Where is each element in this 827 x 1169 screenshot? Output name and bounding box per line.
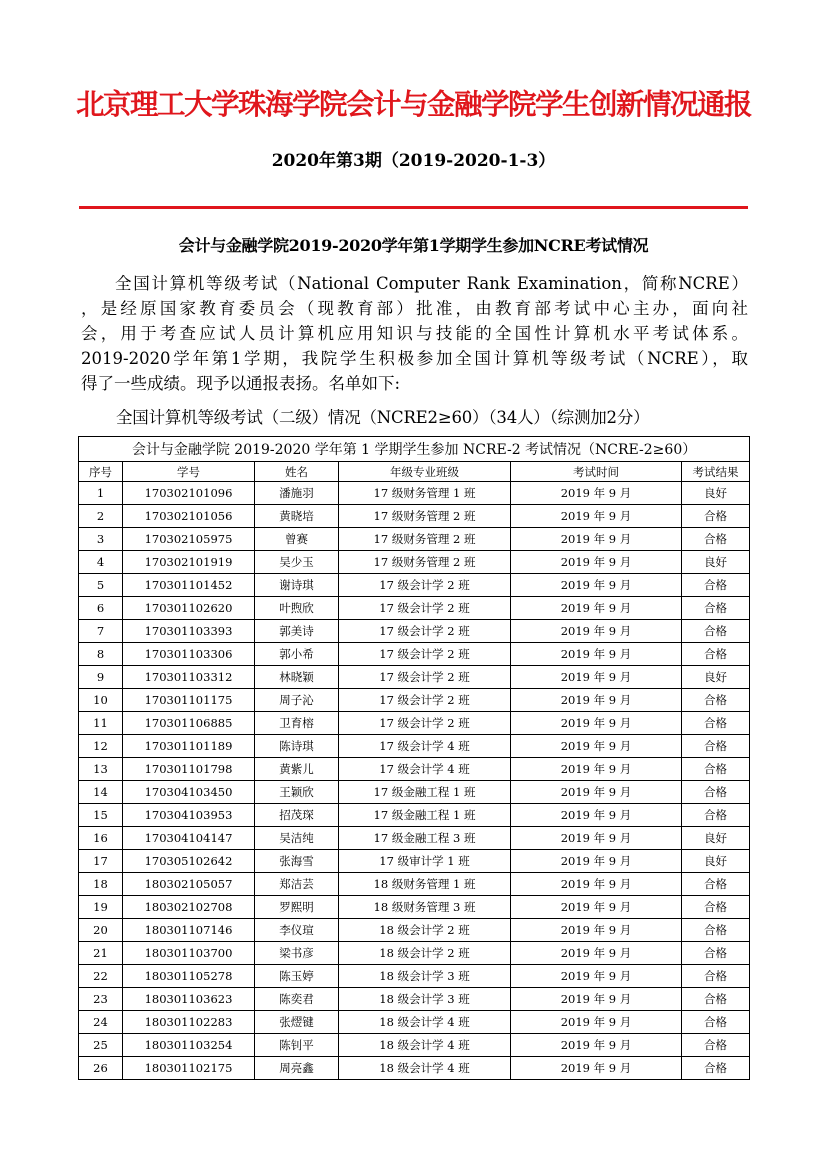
cell-name: 曾赛 (255, 528, 339, 551)
cell-result: 合格 (682, 873, 750, 896)
cell-result: 合格 (682, 758, 750, 781)
cell-class: 17 级会计学 4 班 (339, 758, 511, 781)
table-row (79, 689, 750, 712)
cell-result: 良好 (682, 551, 750, 574)
table-row (79, 735, 750, 758)
cell-student-id: 170301103312 (123, 666, 255, 689)
cell-name: 陈奕君 (255, 988, 339, 1011)
cell-result: 合格 (682, 643, 750, 666)
cell-exam-time: 2019 年 9 月 (511, 988, 682, 1011)
cell-class: 17 级财务管理 2 班 (339, 505, 511, 528)
cell-student-id: 180302105057 (123, 873, 255, 896)
header-student-id: 学号 (123, 462, 255, 482)
cell-class: 17 级会计学 4 班 (339, 735, 511, 758)
red-divider (79, 206, 748, 209)
cell-index: 17 (79, 850, 123, 873)
table-row (79, 528, 750, 551)
cell-exam-time: 2019 年 9 月 (511, 528, 682, 551)
cell-name: 谢诗琪 (255, 574, 339, 597)
cell-result: 合格 (682, 735, 750, 758)
cell-index: 2 (79, 505, 123, 528)
cell-name: 卫育榕 (255, 712, 339, 735)
header-class: 年级专业班级 (339, 462, 511, 482)
cell-exam-time: 2019 年 9 月 (511, 781, 682, 804)
cell-result: 合格 (682, 528, 750, 551)
cell-name: 陈钊平 (255, 1034, 339, 1057)
cell-index: 6 (79, 597, 123, 620)
cell-name: 叶煦欣 (255, 597, 339, 620)
cell-student-id: 180301103254 (123, 1034, 255, 1057)
cell-class: 18 级会计学 2 班 (339, 942, 511, 965)
ncre-results-table (78, 436, 750, 1080)
cell-student-id: 170301101189 (123, 735, 255, 758)
cell-name: 潘施羽 (255, 482, 339, 505)
cell-result: 合格 (682, 965, 750, 988)
cell-exam-time: 2019 年 9 月 (511, 827, 682, 850)
table-row (79, 1034, 750, 1057)
cell-student-id: 170301106885 (123, 712, 255, 735)
cell-index: 9 (79, 666, 123, 689)
table-row (79, 919, 750, 942)
cell-class: 18 级财务管理 1 班 (339, 873, 511, 896)
cell-exam-time: 2019 年 9 月 (511, 873, 682, 896)
table-row (79, 666, 750, 689)
cell-student-id: 170304104147 (123, 827, 255, 850)
cell-student-id: 170302101056 (123, 505, 255, 528)
cell-student-id: 170305102642 (123, 850, 255, 873)
cell-class: 17 级会计学 2 班 (339, 620, 511, 643)
cell-index: 19 (79, 896, 123, 919)
cell-result: 合格 (682, 942, 750, 965)
cell-name: 吴少玉 (255, 551, 339, 574)
cell-exam-time: 2019 年 9 月 (511, 942, 682, 965)
cell-index: 8 (79, 643, 123, 666)
cell-name: 周子沁 (255, 689, 339, 712)
table-row (79, 850, 750, 873)
paragraph-line: ，是经原国家教育委员会（现教育部）批准，由教育部考试中心主办，面向社 (81, 299, 748, 318)
table-row (79, 505, 750, 528)
cell-index: 26 (79, 1057, 123, 1080)
cell-result: 良好 (682, 827, 750, 850)
cell-exam-time: 2019 年 9 月 (511, 620, 682, 643)
cell-result: 合格 (682, 505, 750, 528)
cell-exam-time: 2019 年 9 月 (511, 758, 682, 781)
table-row (79, 597, 750, 620)
cell-result: 合格 (682, 781, 750, 804)
cell-name: 李仪瑄 (255, 919, 339, 942)
ncre2-subheading: 全国计算机等级考试（二级）情况（NCRE2≥60）（34人）（综测加2分） (116, 408, 650, 427)
cell-name: 梁书彦 (255, 942, 339, 965)
cell-student-id: 170301101175 (123, 689, 255, 712)
paragraph-line: 会，用于考查应试人员计算机应用知识与技能的全国性计算机水平考试体系。 (81, 324, 748, 343)
cell-class: 17 级金融工程 1 班 (339, 804, 511, 827)
cell-class: 17 级会计学 2 班 (339, 712, 511, 735)
cell-name: 招茂琛 (255, 804, 339, 827)
cell-class: 18 级会计学 3 班 (339, 988, 511, 1011)
table-row (79, 804, 750, 827)
cell-exam-time: 2019 年 9 月 (511, 597, 682, 620)
table-row (79, 988, 750, 1011)
cell-result: 良好 (682, 850, 750, 873)
cell-student-id: 170301101452 (123, 574, 255, 597)
table-row (79, 1057, 750, 1080)
cell-result: 良好 (682, 482, 750, 505)
cell-result: 合格 (682, 597, 750, 620)
cell-class: 18 级会计学 2 班 (339, 919, 511, 942)
cell-result: 良好 (682, 666, 750, 689)
paragraph-line: 全国计算机等级考试（National Computer Rank Examination，简称NCRE） (115, 274, 748, 293)
cell-index: 11 (79, 712, 123, 735)
cell-result: 合格 (682, 1057, 750, 1080)
cell-exam-time: 2019 年 9 月 (511, 1057, 682, 1080)
cell-exam-time: 2019 年 9 月 (511, 551, 682, 574)
cell-student-id: 180301102175 (123, 1057, 255, 1080)
cell-index: 14 (79, 781, 123, 804)
cell-name: 张海雪 (255, 850, 339, 873)
table-row (79, 827, 750, 850)
cell-index: 1 (79, 482, 123, 505)
cell-name: 郭小希 (255, 643, 339, 666)
cell-name: 黄晓培 (255, 505, 339, 528)
cell-index: 13 (79, 758, 123, 781)
cell-class: 17 级财务管理 1 班 (339, 482, 511, 505)
cell-index: 3 (79, 528, 123, 551)
table-row (79, 758, 750, 781)
cell-student-id: 180301107146 (123, 919, 255, 942)
cell-index: 25 (79, 1034, 123, 1057)
cell-class: 17 级会计学 2 班 (339, 643, 511, 666)
cell-exam-time: 2019 年 9 月 (511, 850, 682, 873)
cell-exam-time: 2019 年 9 月 (511, 1034, 682, 1057)
cell-index: 5 (79, 574, 123, 597)
table-row (79, 1011, 750, 1034)
paragraph-line: 2019-2020学年第1学期，我院学生积极参加全国计算机等级考试（NCRE），取 (81, 349, 748, 368)
cell-class: 18 级会计学 3 班 (339, 965, 511, 988)
cell-student-id: 170301103393 (123, 620, 255, 643)
table-row (79, 942, 750, 965)
table-caption: 会计与金融学院 2019-2020 学年第 1 学期学生参加 NCRE-2 考试情况（NCRE-2≥60） (79, 437, 750, 462)
table-row (79, 896, 750, 919)
cell-student-id: 170301102620 (123, 597, 255, 620)
cell-index: 22 (79, 965, 123, 988)
cell-class: 17 级金融工程 3 班 (339, 827, 511, 850)
cell-exam-time: 2019 年 9 月 (511, 482, 682, 505)
cell-class: 17 级财务管理 2 班 (339, 551, 511, 574)
cell-result: 合格 (682, 919, 750, 942)
cell-name: 陈诗琪 (255, 735, 339, 758)
cell-name: 陈玉婷 (255, 965, 339, 988)
cell-exam-time: 2019 年 9 月 (511, 804, 682, 827)
cell-result: 合格 (682, 804, 750, 827)
cell-exam-time: 2019 年 9 月 (511, 896, 682, 919)
cell-student-id: 170301103306 (123, 643, 255, 666)
cell-index: 7 (79, 620, 123, 643)
cell-class: 17 级审计学 1 班 (339, 850, 511, 873)
cell-name: 罗熙明 (255, 896, 339, 919)
cell-result: 合格 (682, 689, 750, 712)
cell-exam-time: 2019 年 9 月 (511, 689, 682, 712)
cell-result: 合格 (682, 896, 750, 919)
table-caption-row (79, 437, 750, 462)
cell-index: 24 (79, 1011, 123, 1034)
cell-index: 16 (79, 827, 123, 850)
cell-exam-time: 2019 年 9 月 (511, 712, 682, 735)
header-result: 考试结果 (682, 462, 750, 482)
table-row (79, 551, 750, 574)
cell-index: 15 (79, 804, 123, 827)
cell-result: 合格 (682, 620, 750, 643)
cell-student-id: 180301105278 (123, 965, 255, 988)
cell-index: 18 (79, 873, 123, 896)
cell-student-id: 170304103450 (123, 781, 255, 804)
section-title: 会计与金融学院2019-2020学年第1学期学生参加NCRE考试情况 (178, 236, 649, 255)
table-row (79, 574, 750, 597)
cell-result: 合格 (682, 712, 750, 735)
cell-exam-time: 2019 年 9 月 (511, 643, 682, 666)
header-name: 姓名 (255, 462, 339, 482)
cell-name: 周亮鑫 (255, 1057, 339, 1080)
table-row (79, 620, 750, 643)
cell-class: 17 级会计学 2 班 (339, 666, 511, 689)
cell-exam-time: 2019 年 9 月 (511, 505, 682, 528)
cell-exam-time: 2019 年 9 月 (511, 919, 682, 942)
table-header-row (79, 462, 750, 482)
cell-student-id: 170302101096 (123, 482, 255, 505)
cell-index: 10 (79, 689, 123, 712)
bulletin-title: 北京理工大学珠海学院会计与金融学院学生创新情况通报 (75, 88, 751, 121)
issue-number: 2020年第3期（2019-2020-1-3） (271, 151, 556, 171)
cell-index: 12 (79, 735, 123, 758)
cell-index: 20 (79, 919, 123, 942)
table-row (79, 643, 750, 666)
cell-class: 18 级会计学 4 班 (339, 1011, 511, 1034)
cell-student-id: 170301101798 (123, 758, 255, 781)
table-row (79, 873, 750, 896)
cell-class: 18 级财务管理 3 班 (339, 896, 511, 919)
cell-exam-time: 2019 年 9 月 (511, 1011, 682, 1034)
cell-index: 21 (79, 942, 123, 965)
cell-class: 18 级会计学 4 班 (339, 1034, 511, 1057)
cell-name: 吴洁纯 (255, 827, 339, 850)
table-row (79, 482, 750, 505)
cell-exam-time: 2019 年 9 月 (511, 735, 682, 758)
cell-class: 17 级会计学 2 班 (339, 689, 511, 712)
cell-student-id: 170302105975 (123, 528, 255, 551)
cell-class: 17 级金融工程 1 班 (339, 781, 511, 804)
cell-result: 合格 (682, 1034, 750, 1057)
cell-exam-time: 2019 年 9 月 (511, 666, 682, 689)
cell-student-id: 180302102708 (123, 896, 255, 919)
cell-name: 黄紫儿 (255, 758, 339, 781)
table-row (79, 712, 750, 735)
cell-exam-time: 2019 年 9 月 (511, 965, 682, 988)
cell-student-id: 170302101919 (123, 551, 255, 574)
cell-student-id: 180301103623 (123, 988, 255, 1011)
header-index: 序号 (79, 462, 123, 482)
cell-class: 18 级会计学 4 班 (339, 1057, 511, 1080)
cell-name: 郭美诗 (255, 620, 339, 643)
cell-index: 23 (79, 988, 123, 1011)
table-row (79, 781, 750, 804)
paragraph-line: 得了一些成绩。现予以通报表扬。名单如下: (81, 374, 401, 393)
cell-result: 合格 (682, 574, 750, 597)
header-exam-time: 考试时间 (511, 462, 682, 482)
cell-name: 郑洁芸 (255, 873, 339, 896)
cell-name: 张熤键 (255, 1011, 339, 1034)
cell-result: 合格 (682, 1011, 750, 1034)
cell-class: 17 级财务管理 2 班 (339, 528, 511, 551)
cell-student-id: 180301102283 (123, 1011, 255, 1034)
cell-name: 林晓颖 (255, 666, 339, 689)
cell-student-id: 180301103700 (123, 942, 255, 965)
table-row (79, 965, 750, 988)
cell-exam-time: 2019 年 9 月 (511, 574, 682, 597)
cell-result: 合格 (682, 988, 750, 1011)
cell-class: 17 级会计学 2 班 (339, 574, 511, 597)
intro-paragraph (81, 271, 748, 396)
cell-index: 4 (79, 551, 123, 574)
cell-name: 王颖欣 (255, 781, 339, 804)
cell-student-id: 170304103953 (123, 804, 255, 827)
cell-class: 17 级会计学 2 班 (339, 597, 511, 620)
